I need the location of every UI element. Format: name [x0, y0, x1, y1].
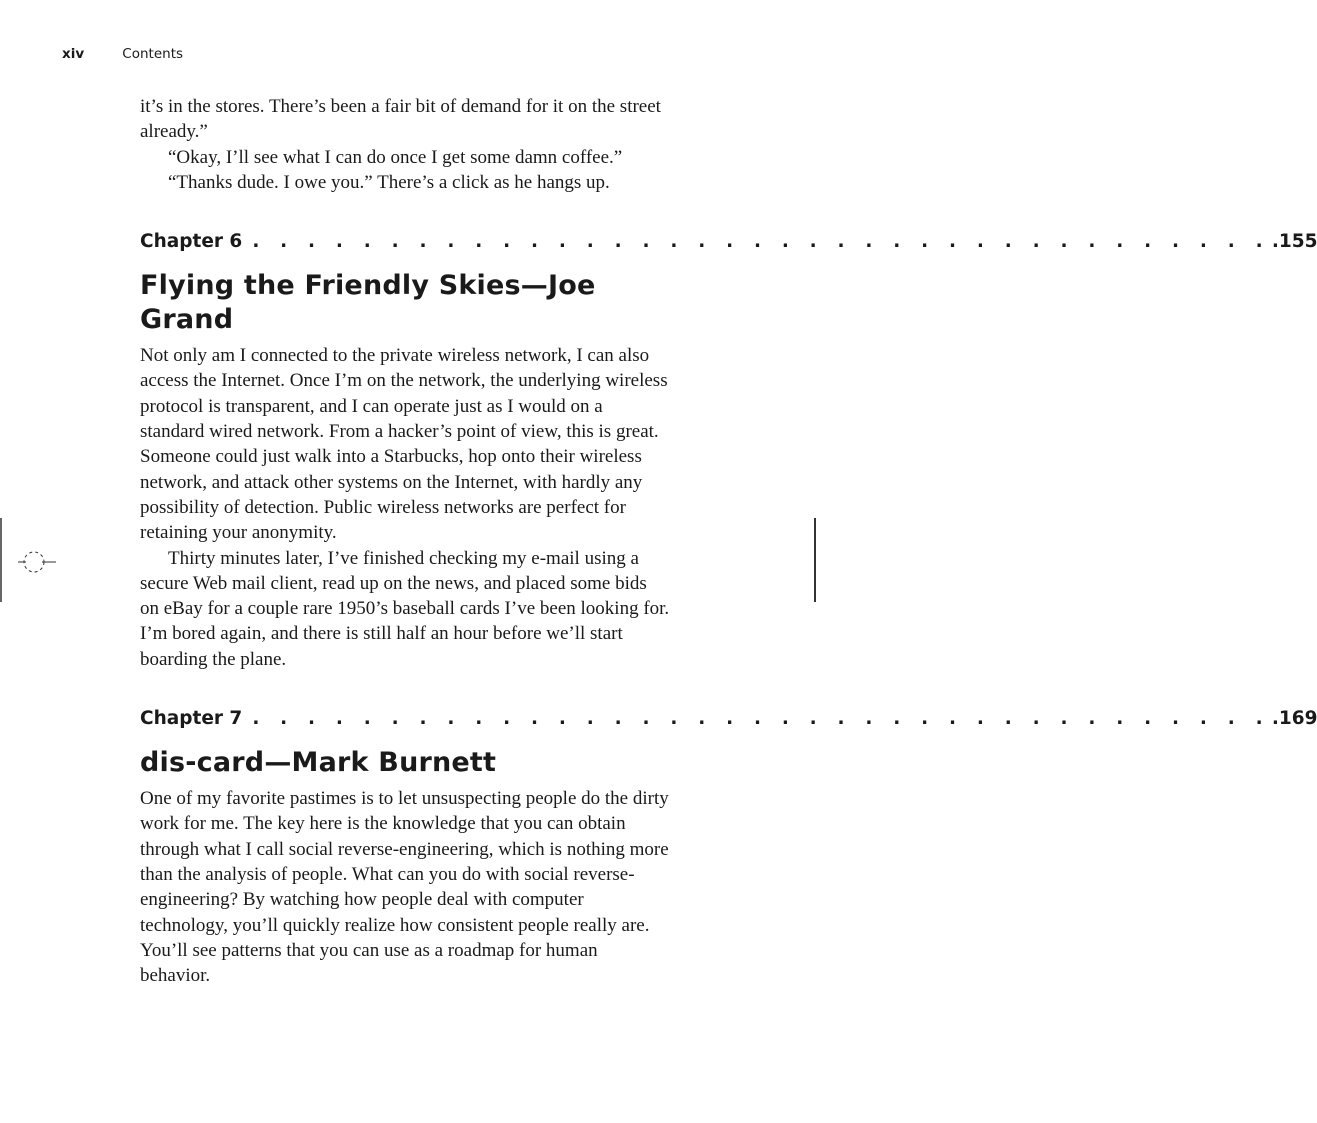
- chapter-page-number: .169: [1271, 708, 1317, 730]
- intro-dialogue-line: “Thanks dude. I owe you.” There’s a click as he hangs up.: [168, 171, 610, 193]
- edge-mark: [814, 518, 816, 602]
- chapter-excerpt-paragraph: Thirty minutes later, I’ve finished checking my e-mail using a secure Web mail client, read up on the news, and placed some bids on eBay for a couple rare 1950’s baseball cards I’ve been looking for. I’m bored again, and there is still half an hour before we’ll start boarding the plane.: [140, 547, 670, 670]
- toc-entry-chapter-6[interactable]: [140, 229, 1317, 255]
- chapter-title: dis-card—Mark Burnett: [140, 747, 497, 779]
- dot-leader: . . . . . . . . . . . . . . . . . . . . . . . . . . . . . . . . . . . . .: [252, 708, 1270, 730]
- chapter-label: Chapter 7: [140, 708, 243, 730]
- page-number: xiv: [62, 46, 85, 62]
- intro-dialogue-line: “Okay, I’ll see what I can do once I get some damn coffee.”: [168, 146, 623, 168]
- section-title: Contents: [122, 46, 184, 62]
- dot-leader: . . . . . . . . . . . . . . . . . . . . . . . . . . . . . . . . . . . . .: [252, 231, 1270, 253]
- running-header: [62, 46, 183, 62]
- toc-entry-chapter-7[interactable]: [140, 706, 1317, 732]
- intro-paragraph: it’s in the stores. There’s been a fair bit of demand for it on the street already.”: [140, 96, 661, 143]
- chapter-label: Chapter 6: [140, 231, 243, 253]
- chapter-title: Flying the Friendly Skies—Joe Grand: [140, 270, 596, 336]
- page-body: [140, 94, 1317, 988]
- chapter-excerpt-paragraph: One of my favorite pastimes is to let unsuspecting people do the dirty work for me. The key here is the knowledge that you can obtain through what I call social reverse-engineering, which is nothing more than the analysis of people. What can you do with social reverse-engineering? By watching how people deal with computer technology, you’ll quickly realize how consistent people really are. You’ll see patterns that you can use as a roadmap for human behavior.: [140, 788, 669, 987]
- chapter-excerpt-paragraph: Not only am I connected to the private wireless network, I can also access the Internet. Once I’m on the network, the underlying wireless protocol is transparent, and I can operate just as I would on a standard wired network. From a hacker’s point of view, this is great. Someone could just walk into a Starbucks, hop onto their wireless network, and attack other systems on the Internet, with hardly any possibility of detection. Public wireless networks are perfect for retaining your anonymity.: [140, 345, 668, 544]
- crop-mark-icon: [0, 518, 60, 602]
- chapter-page-number: .155: [1271, 231, 1317, 253]
